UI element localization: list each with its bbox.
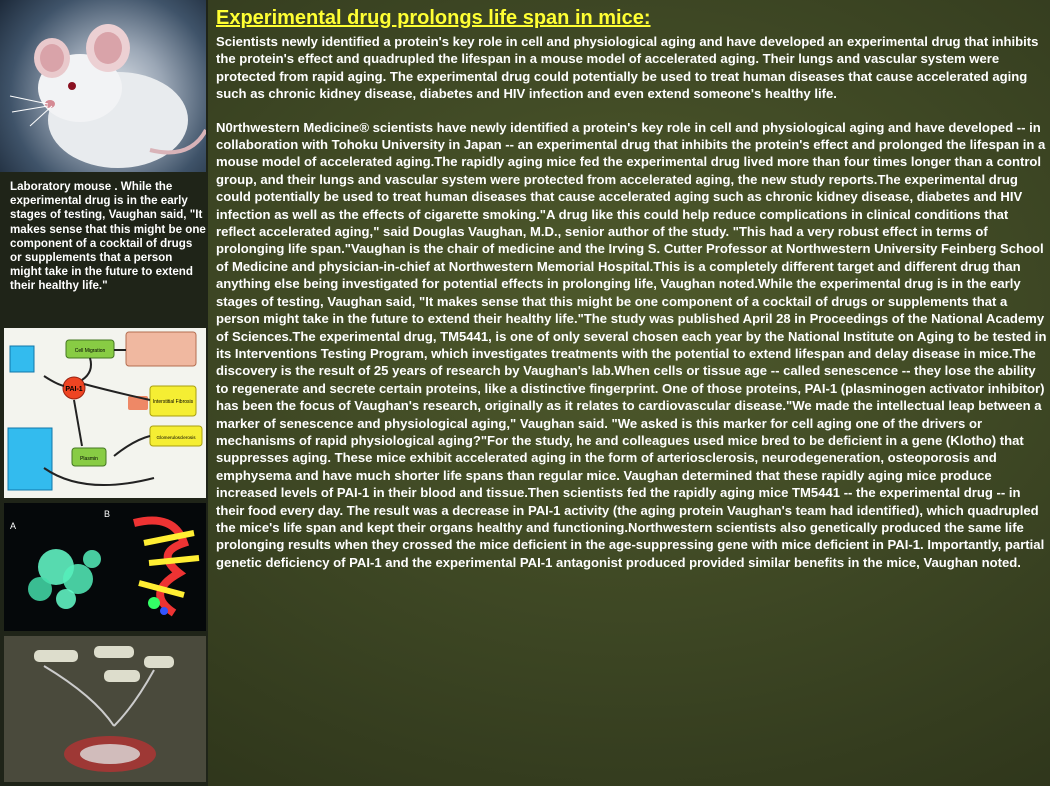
pathway-glomerulosclerosis: Glomerulosclerosis <box>156 435 196 440</box>
pathway-cell-migration: Cell Migration <box>74 348 106 354</box>
pai1-pathway-diagram <box>4 328 206 498</box>
article <box>216 6 1048 571</box>
sidebar <box>0 0 208 786</box>
mouse-illustration <box>0 0 206 172</box>
photo-caption: Laboratory mouse . While the experimental drug is in the early stages of testing, Vaughan said, "It makes sense that this might be one component of a cocktail of drugs or supplements that a person might take in the future to extend their healthy life." <box>10 180 206 293</box>
pathway-center-node: PAI-1 <box>65 386 83 393</box>
structure-label-b: B <box>104 509 111 519</box>
pathway-photo-diagram <box>4 636 206 782</box>
article-summary: Scientists newly identified a protein's key role in cell and physiological aging and have developed an experimental drug that inhibits the protein's effect and quadrupled the lifespan in a mouse model of accelerated aging. Their lungs and vascular system were protected from rapid aging. The experimental drug could potentially be used to treat human diseases that cause accelerated aging such as chronic kidney disease, diabetes and HIV infection and even extend someone's healthy life. <box>216 34 1039 102</box>
protein-structure-image <box>4 503 206 631</box>
article-headline: Experimental drug prolongs life span in mice: <box>216 7 651 29</box>
pathway-fibrosis: Interstitial Fibrosis <box>152 399 194 405</box>
mouse-photo <box>0 0 206 172</box>
article-body: N0rthwestern Medicine® scientists have newly identified a protein's key role in cell and physiological aging and have developed -- in collaboration with Tohoku University in Japan -- an experimental drug that inhibits the protein's effect and prolonged the lifespan in a mouse model of accelerated aging.The rapidly aging mice fed the experimental drug lived more than four times longer than a control group, and their lungs and vascular system were protected from accelerated aging, the new study reports.The experimental drug could potentially be used to treat human diseases that cause accelerated aging such as chronic kidney disease, diabetes and HIV infection as well as the effects of cigarette smoking."A drug like this could help reduce complications in clinical conditions that reflect accelerated aging," said Douglas Vaughan, M.D., senior author of the study. "This had a very robust effect in terms of prolonging life span."Vaughan is the chair of medicine and the Irving S. Cutter Professor at Northwestern University Feinberg School of Medicine and physician-in-chief at Northwestern Memorial Hospital.This is a completely different target and different drug than anything else being investigated for potential effects in prolonging life, Vaughan noted.While the experimental drug is in the early stages of testing, Vaughan said, "It makes sense that this might be one component of a cocktail of drugs or supplements that a person might take in the future to extend their healthy life."The study was published April 28 in Proceedings of the National Academy of Sciences.The experimental drug, TM5441, is one of only several chosen each year by the National Institute on Aging to be tested in its Interventions Testing Program, which investigates treatments with the potential to extend lifespan and delay disease in mice.The discovery is the result of 25 years of research by Vaughan's lab.When cells or tissue age -- called senescence -- they lose the ability to regenerate and secrete certain proteins, like a distinctive fingerprint. One of those proteins, PAI-1 (plasminogen activator inhibitor) has been the focus of Vaughan's research, originally as it relates to cardiovascular disease."We made the intellectual leap between a marker of senescence and physiological aging," Vaughan said. "We asked is this marker for cell aging one of the drivers or mechanisms of rapid physiological aging?"For the study, he and colleagues used mice bred to be deficient in a gene (Klotho) that suppresses aging. These mice exhibit accelerated aging in the form of arteriosclerosis, neurodegeneration, osteoporosis and emphysema and have much shorter life spans than regular mice. Vaughan determined that these rapidly aging mice produce increased levels of PAI-1 in their blood and tissue.Then scientists fed the rapidly aging mice TM5441 -- the experimental drug -- in their food every day. The result was a decrease in PAI-1 activity (the aging protein Vaughan's team had identified), which quadrupled the mice's life span and kept their organs healthy and functioning.Northwestern scientists also genetically produced the same life prolonging results when they crossed the mice deficient in the age-suppressing gene with mice deficient in PAI-1. Importantly, partial genetic deficiency of PAI-1 and the experimental PAI-1 antagonist produced provided similar benefits in the mice, Vaughan noted. <box>216 119 1047 570</box>
structure-label-a: A <box>10 521 17 531</box>
pathway-plasmin: Plasmin <box>80 456 98 462</box>
